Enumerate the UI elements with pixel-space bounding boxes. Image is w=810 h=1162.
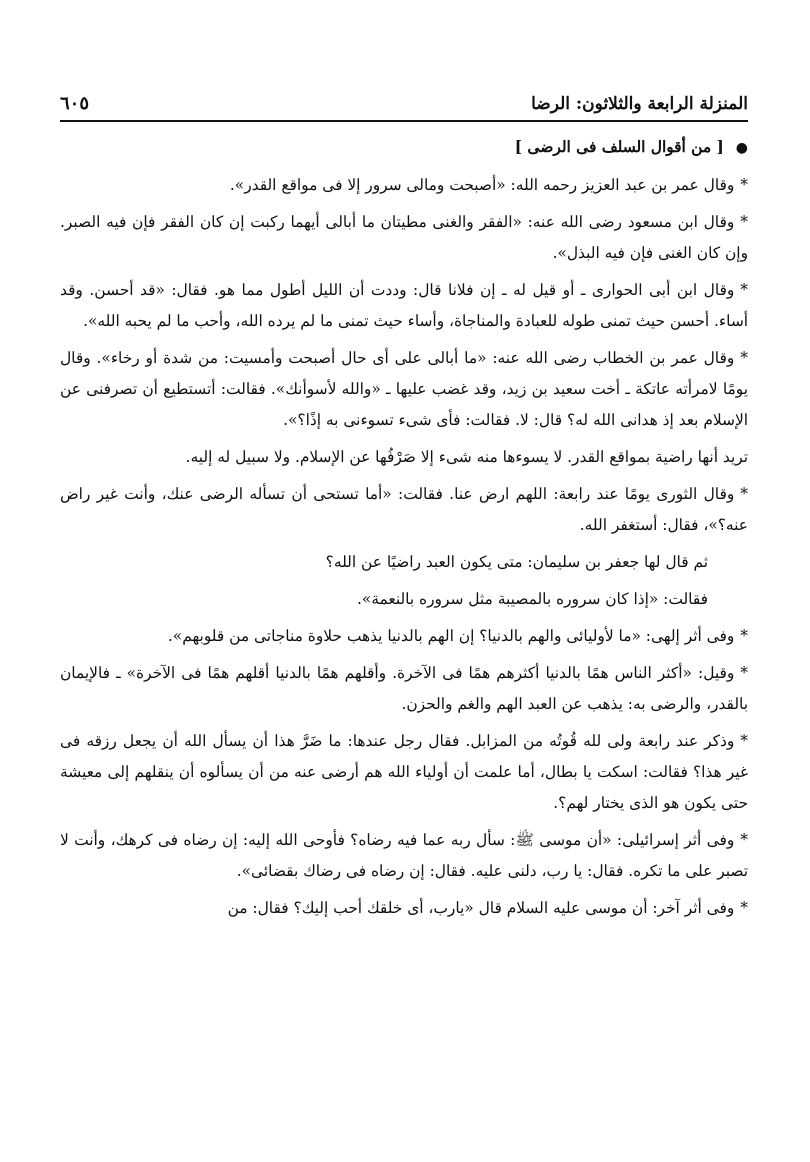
paragraph-text: تريد أنها راضية بمواقع القدر. لا يسوءها منه شىء إلا صَرْفُها عن الإسلام. ولا سبيل له إليه. bbox=[185, 448, 748, 466]
paragraph bbox=[60, 584, 748, 615]
paragraph-text: وفى أثر آخر: أن موسى عليه السلام قال «يارب، أى خلقك أحب إليك؟ فقال: من bbox=[227, 899, 735, 917]
asterisk-icon: * bbox=[740, 176, 748, 194]
section-title: [ من أقوال السلف فى الرضى ] bbox=[514, 138, 724, 156]
asterisk-icon: * bbox=[740, 349, 748, 367]
paragraph bbox=[60, 343, 748, 436]
page-body bbox=[60, 128, 748, 1122]
asterisk-icon: * bbox=[740, 899, 748, 917]
paragraph bbox=[60, 170, 748, 201]
paragraph-text: وقال ابن مسعود رضى الله عنه: «الفقر والغنى مطيتان ما أبالى أيهما ركبت إن كان الفقر فإن فيه الصبر. وإن كان الغنى فإن فيه البذل». bbox=[60, 213, 748, 262]
paragraph bbox=[60, 479, 748, 541]
asterisk-icon: * bbox=[740, 732, 748, 750]
paragraph bbox=[60, 825, 748, 887]
paragraph-text: فقالت: «إذا كان سروره بالمصيبة مثل سروره بالنعمة». bbox=[356, 590, 708, 608]
asterisk-icon: * bbox=[740, 485, 748, 503]
paragraph bbox=[60, 275, 748, 337]
paragraph bbox=[60, 621, 748, 652]
paragraph bbox=[60, 442, 748, 473]
asterisk-icon: * bbox=[740, 664, 748, 682]
paragraph-text: وقال عمر بن عبد العزيز رحمه الله: «أصبحت ومالى سرور إلا فى مواقع القدر». bbox=[229, 176, 735, 194]
paragraph-text: وفى أثر إلهى: «ما لأوليائى والهم بالدنيا؟ إن الهم بالدنيا يذهب حلاوة مناجاتى من قلوبهم». bbox=[167, 627, 735, 645]
paragraph bbox=[60, 893, 748, 924]
paragraph-text: وقال الثورى يومًا عند رابعة: اللهم ارض عنا. فقالت: «أما تستحى أن تسأله الرضى عنك، وأنت غير راض عنه؟»، فقال: أستغفر الله. bbox=[60, 485, 748, 534]
page-number: ٦٠٥ bbox=[60, 93, 90, 114]
paragraph bbox=[60, 658, 748, 720]
paragraph-text: ثم قال لها جعفر بن سليمان: متى يكون العبد راضيًا عن الله؟ bbox=[325, 553, 708, 571]
asterisk-icon: * bbox=[740, 831, 748, 849]
asterisk-icon: * bbox=[740, 281, 748, 299]
paragraph-text: وقال ابن أبى الحوارى ـ أو قيل له ـ إن فلانا قال: وددت أن الليل أطول مما هو. فقال: «قد أحسن. وقد أساء. أحسن حيث تمنى طوله للعبادة والمناجاة، وأساء حيث تمنى ما لم يرده الله، وأحب ما لم يحبه الله». bbox=[60, 281, 748, 330]
running-title: المنزلة الرابعة والثلاثون: الرضا bbox=[531, 94, 748, 114]
asterisk-icon: * bbox=[740, 627, 748, 645]
paragraph-text: وفى أثر إسرائيلى: «أن موسى ﷺ: سأل ربه عما فيه رضاه؟ فأوحى الله إليه: إن رضاه فى كرهك، وأنت لا تصبر على ما تكره. فقال: يا رب، دلنى عليه. فقال: إن رضاه فى رضاك بقضائى». bbox=[60, 831, 748, 880]
paragraph-text: وذكر عند رابعة ولى لله قُوتُه من المزابل. فقال رجل عندها: ما ضَرَّ هذا أن يسأل الله أن يجعل رزقه فى غير هذا؟ فقالت: اسكت يا بطال، أما علمت أن أولياء الله هم أرضى عنه من أن يسألوه أن ينقلهم إلى معيشة حتى يكون هو الذى يختار لهم؟. bbox=[60, 732, 748, 812]
section-heading bbox=[60, 132, 748, 164]
asterisk-icon: * bbox=[740, 213, 748, 231]
paragraph-text: وقيل: «أكثر الناس همًا بالدنيا أكثرهم همًا فى الآخرة. وأقلهم همًا بالدنيا أقلهم همًا فى الآخرة» ـ فالإيمان بالقدر، والرضى به: يذهب عن العبد الهم والغم والحزن. bbox=[60, 664, 748, 713]
page-header bbox=[60, 80, 748, 122]
bullet-icon: ● bbox=[735, 140, 748, 156]
paragraph bbox=[60, 547, 748, 578]
paragraph-text: وقال عمر بن الخطاب رضى الله عنه: «ما أبالى على أى حال أصبحت وأمسيت: من شدة أو رخاء». وقال يومًا لامرأته عاتكة ـ أخت سعيد بن زيد، وقد غضب عليها ـ «والله لأسوأنك». فقالت: أتستطيع أن تصرفنى عن الإسلام بعد إذ هدانى الله له؟ قال: لا. فقالت: فأى شىء تسوءنى به إذًا؟». bbox=[60, 349, 748, 429]
paragraph bbox=[60, 207, 748, 269]
paragraph bbox=[60, 726, 748, 819]
